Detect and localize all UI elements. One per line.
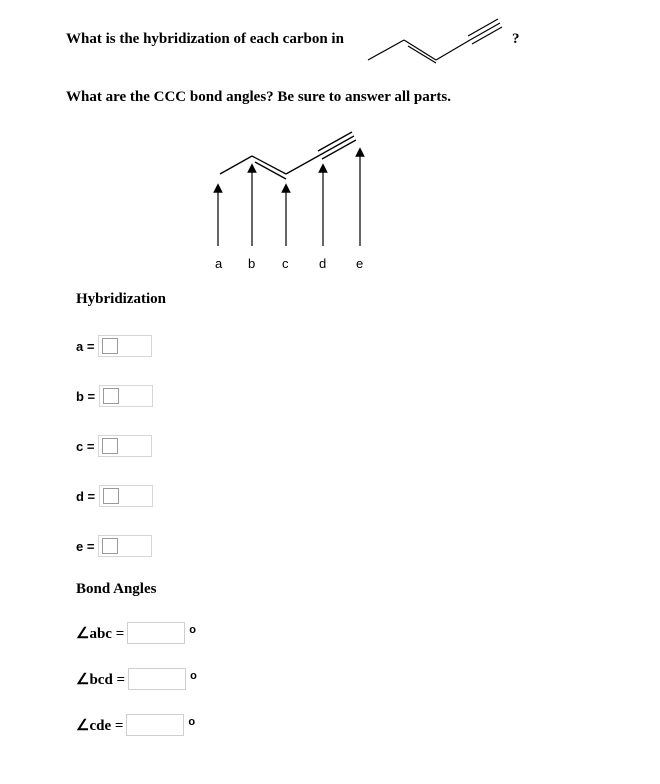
degree-symbol-bcd: o [190, 670, 197, 682]
hybridization-b-dropdown[interactable] [99, 385, 153, 407]
bond-angle-label-abc: ∠abc = [76, 625, 125, 642]
bond-angle-bcd-input[interactable] [128, 668, 186, 690]
hybridization-row-c [76, 435, 152, 457]
bond-angle-row-bcd [76, 668, 197, 690]
hybridization-row-d [76, 485, 153, 507]
hybridization-d-checkbox[interactable] [103, 488, 119, 504]
diagram-label-c: c [282, 256, 289, 271]
hybridization-label-a: a = [76, 338, 95, 354]
question-hybridization [66, 31, 344, 48]
degree-symbol-cde: o [188, 716, 196, 728]
question-hybridization-text: What is the hybridization of each carbon in [66, 31, 344, 47]
hybridization-label-b: b = [76, 388, 96, 404]
labeled-molecule-diagram [210, 128, 380, 278]
hybridization-a-dropdown[interactable] [98, 335, 152, 357]
diagram-label-a: a [215, 256, 223, 271]
question-mark: ? [512, 31, 520, 47]
diagram-label-d: d [319, 256, 327, 271]
degree-symbol-abc: o [189, 624, 196, 636]
hybridization-label-e: e = [76, 538, 95, 554]
diagram-label-b: b [248, 256, 256, 271]
hybridization-label-c: c = [76, 438, 95, 454]
hybridization-a-checkbox[interactable] [102, 338, 118, 354]
bond-angle-label-bcd: ∠bcd = [76, 671, 126, 688]
hybridization-c-checkbox[interactable] [102, 438, 118, 454]
bond-angles-heading: Bond Angles [76, 581, 157, 597]
bond-angle-row-cde [76, 714, 195, 736]
hybridization-row-b [76, 385, 153, 407]
hybridization-row-e [76, 535, 152, 557]
diagram-label-e: e [356, 256, 364, 271]
bond-angle-label-cde: ∠cde = [76, 717, 124, 734]
bond-angle-row-abc [76, 622, 196, 644]
question-bond-angles: What are the CCC bond angles? Be sure to answer all parts. [66, 89, 452, 105]
hybridization-row-a [76, 335, 152, 357]
hybridization-e-checkbox[interactable] [102, 538, 118, 554]
hybridization-heading: Hybridization [76, 291, 167, 307]
bond-angle-cde-input[interactable] [126, 714, 184, 736]
hybridization-b-checkbox[interactable] [103, 388, 119, 404]
hybridization-c-dropdown[interactable] [98, 435, 152, 457]
hybridization-label-d: d = [76, 488, 96, 504]
hybridization-e-dropdown[interactable] [98, 535, 152, 557]
molecule-structure-icon [366, 16, 506, 66]
bond-angle-abc-input[interactable] [127, 622, 185, 644]
hybridization-d-dropdown[interactable] [99, 485, 153, 507]
